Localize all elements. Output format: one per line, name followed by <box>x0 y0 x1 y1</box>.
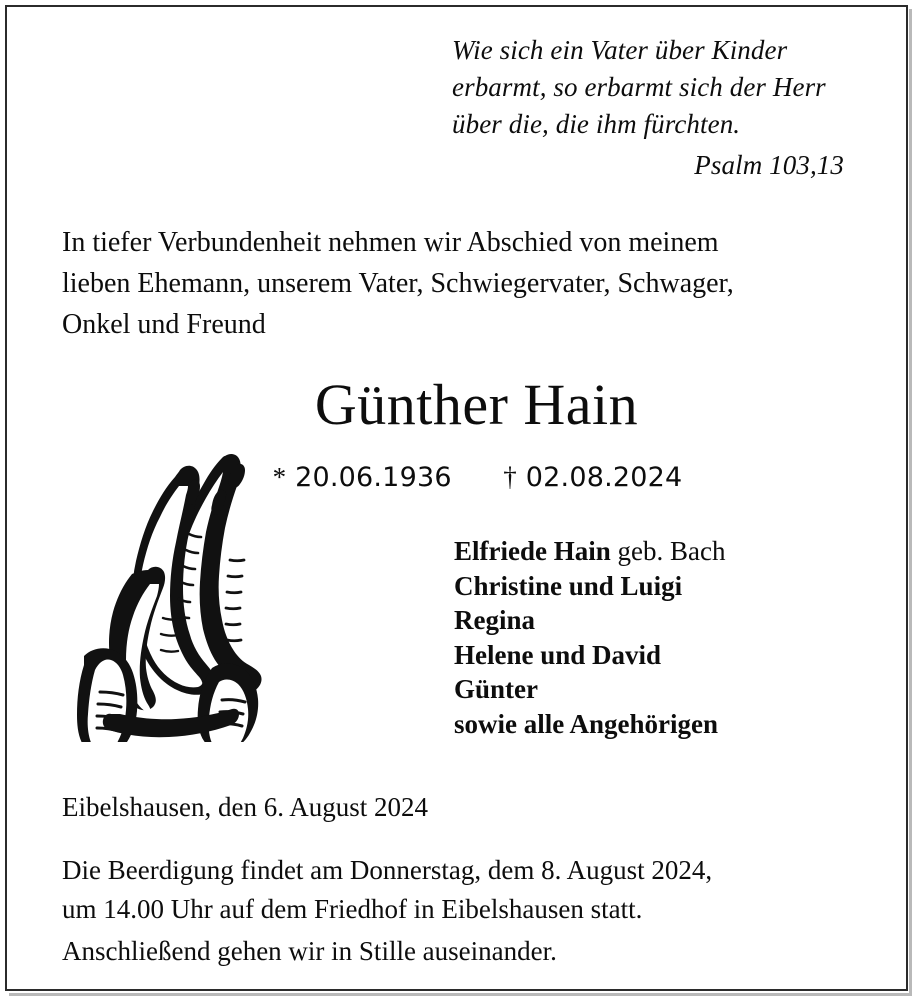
intro-paragraph <box>62 222 862 345</box>
survivor-name: Regina <box>454 605 535 635</box>
birth-symbol: * <box>272 462 287 492</box>
epigraph-line-3: über die, die ihm fürchten. <box>452 109 741 139</box>
life-dates-inner <box>273 461 683 494</box>
list-item <box>454 534 854 569</box>
epigraph-line-1: Wie sich ein Vater über Kinder <box>452 35 788 65</box>
list-item <box>454 672 854 707</box>
list-item <box>454 638 854 673</box>
place-and-date: Eibelshausen, den 6. August 2024 <box>62 792 428 822</box>
list-item <box>454 569 854 604</box>
deceased-name-text: Günther Hain <box>314 372 639 437</box>
intro-line-1: In tiefer Verbundenheit nehmen wir Abschied von meinem <box>62 227 719 258</box>
death-symbol: † <box>503 462 517 492</box>
notice-border-shadow-right <box>909 9 912 996</box>
survivor-name: Elfriede Hain <box>454 536 611 566</box>
praying-hands-icon <box>62 442 287 742</box>
intro-line-2: lieben Ehemann, unserem Vater, Schwiegervater, Schwager, <box>62 268 734 299</box>
epigraph-line-2: erbarmt, so erbarmt sich der Herr <box>452 72 826 102</box>
epigraph <box>452 32 844 184</box>
list-item <box>454 707 854 742</box>
funeral-details <box>62 851 862 929</box>
intro-line-3: Onkel und Freund <box>62 309 266 340</box>
survivor-name: Günter <box>454 674 538 704</box>
epigraph-source: Psalm 103,13 <box>694 150 844 180</box>
closing-note: Anschließend gehen wir in Stille auseinander. <box>62 936 557 966</box>
survivor-name: sowie alle Angehörigen <box>454 708 718 739</box>
funeral-line-2: um 14.00 Uhr auf dem Friedhof in Eibelshausen statt. <box>62 894 643 924</box>
survivor-name: Christine und Luigi <box>454 570 683 601</box>
survivors-list <box>454 534 854 741</box>
survivor-maiden-name: geb. Bach <box>610 536 726 566</box>
funeral-line-1: Die Beerdigung findet am Donnerstag, dem 8. August 2024, <box>62 855 713 885</box>
list-item <box>454 603 854 638</box>
birth-date: 20.06.1936 <box>295 462 452 493</box>
notice-border-shadow-bottom <box>9 993 912 996</box>
death-date: 02.08.2024 <box>525 462 683 493</box>
deceased-name <box>0 374 917 436</box>
survivor-name: Helene und David <box>454 639 662 670</box>
